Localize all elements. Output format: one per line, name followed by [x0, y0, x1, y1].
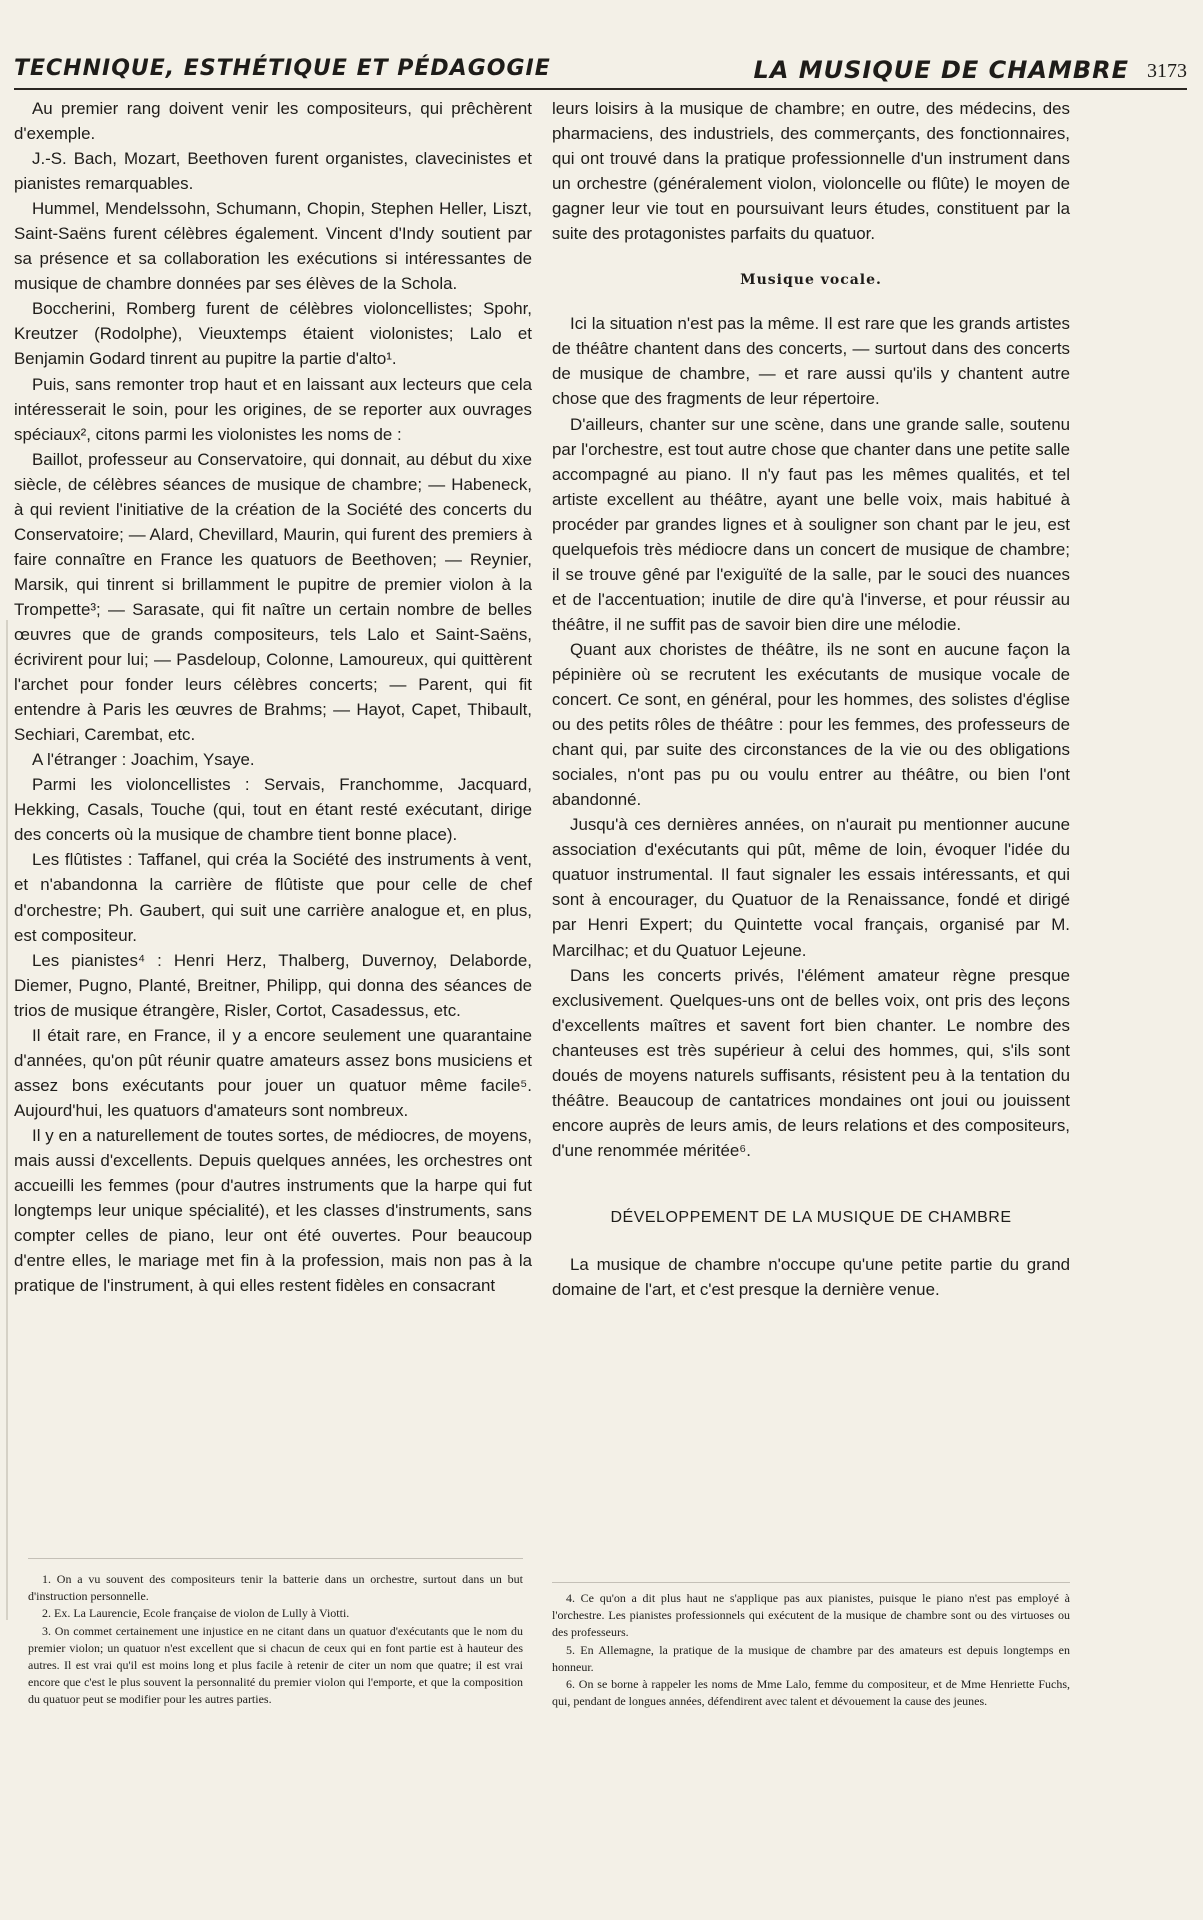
header-right-title: LA MUSIQUE DE CHAMBRE [753, 56, 1129, 84]
paragraph: Il y en a naturellement de toutes sortes, de médiocres, de moyens, mais aussi d'excellents. Depuis quelques années, les orchestres ont accueilli les femmes (pour d'autres instruments que la harpe qui fut longtemps leur unique spécialité), et les classes d'instruments, sans compter celles de piano, leur ont été ouvertes. Pour beaucoup d'entre elles, le mariage met fin à la profession, mais non pas à la pratique de l'instrument, à qui elles restent fidèles en consacrant [14, 1125, 532, 1296]
footnote: 1. On a vu souvent des compositeurs tenir la batterie dans un orchestre, surtout dans un but d'instruction personnelle. [28, 1572, 523, 1604]
paragraph: Parmi les violoncellistes : Servais, Franchomme, Jacquard, Hekking, Casals, Touche (qui, tout en étant resté exécutant, dirige des concerts où la musique de chambre tient bonne place). [14, 775, 532, 845]
paragraph: Ici la situation n'est pas la même. Il est rare que les grands artistes de théâtre chantent dans des concerts, — surtout dans des concerts de musique de chambre, — et rare aussi qu'ils y chantent autre chose que des fragments de leur répertoire. [552, 314, 1070, 409]
page-spine-line [6, 620, 8, 1620]
footnote: 3. On commet certainement une injustice en ne citant dans un quatuor d'exécutants que le nom du premier violon; un quatuor n'est excellent que si chacun de ceux qui en font partie est à hauteur des autres. Il est vrai qu'il est moins long et plus facile à retenir de citer un nom que quatre; il est vrai encore que c'est le plus souvent la personnalité du premier violon qui l'emporte, et que la composition du quatuor peut se modifier pour les autres parties. [28, 1623, 523, 1707]
paragraph: Au premier rang doivent venir les compositeurs, qui prêchèrent d'exemple. [14, 99, 532, 144]
page-number: 3173 [1147, 60, 1187, 82]
footnotes-right [552, 1590, 1070, 1710]
footnote-rule [552, 1582, 1070, 1583]
paragraph: Hummel, Mendelssohn, Schumann, Chopin, Stephen Heller, Liszt, Saint-Saëns furent célèbres également. Vincent d'Indy soutient par sa présence et sa collaboration les exécutions si intéressantes de musique de chambre données par ses élèves de la Schola. [14, 199, 532, 294]
footnote: 5. En Allemagne, la pratique de la musique de chambre par des amateurs est depuis longtemps en honneur. [552, 1642, 1070, 1674]
paragraph: La musique de chambre n'occupe qu'une petite partie du grand domaine de l'art, et c'est presque la dernière venue. [552, 1254, 1070, 1300]
paragraph: leurs loisirs à la musique de chambre; en outre, des médecins, des pharmaciens, des industriels, des commerçants, des fonctionnaires, qui ont trouvé dans la pratique professionnelle d'un instrument dans un orchestre (généralement violon, violoncelle ou flûte) le moyen de gagner leur vie tout en poursuivant leurs études, constituent par la suite des protagonistes parfaits du quatuor. [552, 99, 1070, 244]
paragraph: Jusqu'à ces dernières années, on n'aurait pu mentionner aucune association d'exécutants qui pût, même de loin, évoquer l'idée du quatuor instrumental. Il faut signaler les essais intéressants, et qui sont à encourager, du Quatuor de la Renaissance, fondé et dirigé par Henri Expert; du Quintette vocal français, organisé par M. Marcilhac; et du Quatuor Lejeune. [552, 815, 1070, 960]
paragraph: Puis, sans remonter trop haut et en laissant aux lecteurs que cela intéresserait le soin, pour les origines, de se reporter aux ouvrages spéciaux², citons parmi les violonistes les noms de : [14, 374, 532, 444]
paragraph: A l'étranger : Joachim, Ysaye. [32, 750, 255, 770]
footnote: 2. Ex. La Laurencie, Ecole française de violon de Lully à Viotti. [42, 1606, 350, 1621]
running-header [14, 50, 1187, 90]
paragraph: Baillot, professeur au Conservatoire, qui donnait, au début du xixe siècle, de célèbres séances de musique de chambre; — Habeneck, à qui revient l'initiative de la création de la Société des concerts du Conservatoire; — Alard, Chevillard, Maurin, qui furent des premiers à faire connaître en France les quatuors de Beethoven; — Reynier, Marsik, qui tinrent si brillamment le pupitre de premier violon à la Trompette³; — Sarasate, qui fit naître un certain nombre de belles œuvres que de grands compositeurs, tels Lalo et Saint-Saëns, écrivirent pour lui; — Pasdeloup, Colonne, Lamoureux, qui quittèrent l'archet pour fonder leurs célèbres concerts; — Parent, qui fit entendre à Paris les œuvres de Brahms; — Hayot, Capet, Thibault, Sechiari, Carembat, etc. [14, 449, 532, 745]
paragraph: Dans les concerts privés, l'élément amateur règne presque exclusivement. Quelques-uns ont de belles voix, ont pris des leçons d'excellents maîtres et savent fort bien chanter. Le nombre des chanteuses est très supérieur à celui des hommes, qui, s'ils sont doués de moyens naturels suffisants, résistent peu à la tentation du théâtre. Beaucoup de cantatrices mondaines ont joui ou jouissent encore auprès de leurs amis, de leurs relations et des compositeurs, d'une renommée méritée⁶. [552, 965, 1070, 1160]
footnote: 6. On se borne à rappeler les noms de Mme Lalo, femme du compositeur, et de Mme Henriette Fuchs, qui, pendant de longues années, défendirent avec talent et dévouement la cause des jeunes. [552, 1677, 1070, 1709]
right-column [552, 96, 1070, 1302]
paragraph: Quant aux choristes de théâtre, ils ne sont en aucune façon la pépinière où se recrutent les exécutants de musique vocale de concert. Ce sont, en général, pour les hommes, des solistes d'église ou des petits rôles de théâtre : pour les femmes, des professeurs de chant qui, par suite des circonstances de la vie ou des obligations sociales, n'ont pas pu ou voulu entrer au théâtre, ou bien l'ont abandonné. [552, 639, 1070, 810]
paragraph: J.-S. Bach, Mozart, Beethoven furent organistes, clavecinistes et pianistes remarquables. [14, 149, 532, 194]
footnotes-left [28, 1571, 523, 1709]
header-left-title: TECHNIQUE, ESTHÉTIQUE ET PÉDAGOGIE [14, 56, 551, 81]
paragraph: Les flûtistes : Taffanel, qui créa la Société des instruments à vent, et n'abandonna la carrière de flûtiste que pour celle de chef d'orchestre; Ph. Gaubert, qui suit une carrière analogue et, en plus, est compositeur. [14, 850, 532, 945]
paragraph: Les pianistes⁴ : Henri Herz, Thalberg, Duvernoy, Delaborde, Diemer, Pugno, Planté, Breitner, Philipp, qui donna des séances de trios de musique étrangère, Risler, Cortot, Casadessus, etc. [14, 950, 532, 1020]
section-heading-vocal: Musique vocale. [740, 272, 882, 289]
footnote-rule [28, 1558, 523, 1559]
section-heading-development: DÉVELOPPEMENT DE LA MUSIQUE DE CHAMBRE [610, 1208, 1012, 1226]
left-column [14, 96, 532, 1298]
footnote: 4. Ce qu'on a dit plus haut ne s'applique pas aux pianistes, puisque le piano n'est pas employé à l'orchestre. Les pianistes professionnels qui exécutent de la musique de chambre sont ou des virtuoses ou des professeurs. [552, 1591, 1070, 1640]
paragraph: Il était rare, en France, il y a encore seulement une quarantaine d'années, qu'on pût réunir quatre amateurs assez bons musiciens et assez bons exécutants pour jouer un quatuor même facile⁵. Aujourd'hui, les quatuors d'amateurs sont nombreux. [14, 1025, 532, 1120]
paragraph: Boccherini, Romberg furent de célèbres violoncellistes; Spohr, Kreutzer (Rodolphe), Vieuxtemps étaient violonistes; Lalo et Benjamin Godard tinrent au pupitre la partie d'alto¹. [14, 299, 532, 369]
paragraph: D'ailleurs, chanter sur une scène, dans une grande salle, soutenu par l'orchestre, est tout autre chose que chanter dans une petite salle accompagné au piano. Il n'y faut pas les mêmes qualités, et tel artiste excellent au théâtre, ayant une belle voix, mais habitué à procéder par grandes lignes et à souligner son chant par le jeu, est quelquefois très médiocre dans un concert de musique de chambre; il se trouve gêné par l'exiguïté de la salle, par le souci des nuances et de l'accentuation; inutile de dire qu'à l'inverse, et pour réussir au théâtre, il ne suffit pas de savoir bien dire une mélodie. [552, 414, 1070, 634]
